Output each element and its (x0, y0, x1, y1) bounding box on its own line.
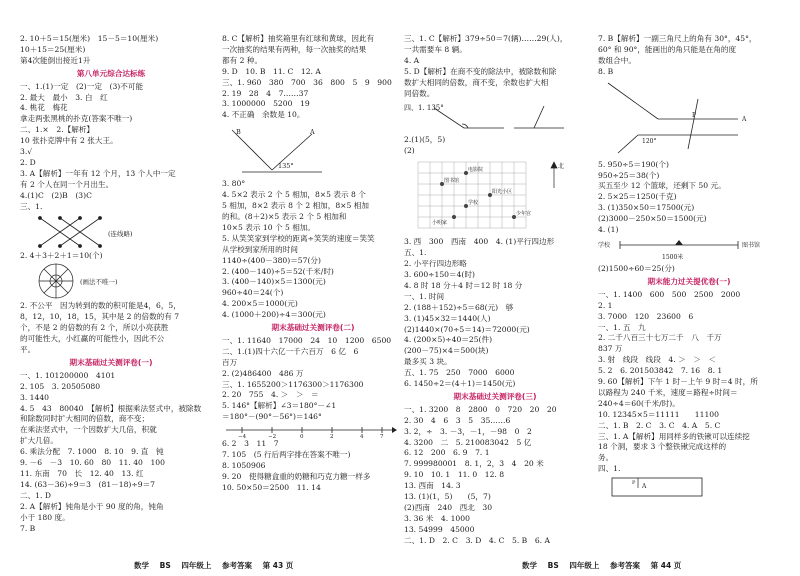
text-line: 7. B【解析】一副三角尺上的角有 30°，45°， (598, 34, 757, 43)
text-line: (2)1440×(70÷5＝14)＝72000(元) (404, 324, 530, 334)
text-line: 有 2 个人在同一个月出生。 (20, 179, 114, 189)
cross-lines-figure (20, 214, 140, 250)
text-line: 13. 西南 14. 3 (404, 481, 461, 491)
number-line-figure (222, 424, 397, 438)
text-line: 一、1. 3200 8 2800 0 720 20 20 (404, 404, 557, 414)
text-line: 5. 2 6. 201503842 7. 16 8. 1 (598, 366, 723, 376)
text-line: 3. (400－140)×5＝1300(元) (222, 277, 326, 287)
angle-figure (404, 100, 579, 134)
text-line: 一、1. 11640 17000 24 10 1200 6500 (222, 335, 392, 345)
text-line: 二、1.× 2.【解析】 (20, 125, 95, 135)
svg-text:P: P (632, 480, 636, 487)
footer-right (522, 560, 689, 571)
text-line: 3. 射 线段 线段 4. ＞ ＞ ＜ (598, 355, 717, 365)
text-line: 4. (1) (598, 225, 619, 235)
tick-label: 7 (380, 434, 384, 439)
text-line: 7. 999980001 8. 1，2，3 4 20 米 (404, 459, 544, 469)
text-line: 和除数同时扩大相同的倍数，商不变； (20, 414, 150, 424)
column-1 (20, 34, 202, 534)
svg-text:P: P (692, 111, 697, 119)
footer-label: 参考答案 (610, 561, 640, 570)
svg-text:A: A (742, 115, 747, 123)
tick-label: 4 (360, 434, 364, 439)
angle-label: 四、1. 135° (404, 104, 444, 113)
text-line: 一、1. 1400 600 500 2500 2000 (598, 289, 741, 299)
text-line: 三、1. C【解析】379÷50＝7(辆)……29(人)， (404, 34, 568, 43)
text-line: 4. 8 时 18 分＋4 时＝12 时 18 分 (404, 280, 523, 290)
text-line: 9. D 10. B 11. C 12. A (222, 66, 321, 76)
text-line: 3. 2，÷ 3. －3，－1，－98 0 2 (404, 426, 532, 436)
text-line: 三、1. 960 380 700 36 800 5 9 900 (222, 77, 392, 87)
text-line: 5. 146°【解析】∠3＝180°－∠1 (222, 401, 337, 411)
text-line: (2)1500÷60＝25(分) (598, 263, 675, 273)
text-line: 一、1. 时间 (404, 291, 445, 301)
map-label: 学校 (468, 200, 479, 207)
distance-label: 1500米 (662, 253, 684, 261)
section-title: 期末基础过关测评卷(一) (69, 357, 153, 367)
text-line: 务。 (598, 453, 614, 463)
text-line: (2)3000－250×50＝1500(元) (598, 214, 707, 224)
text-line: (2)西南 240 西北 30 (404, 503, 493, 512)
text-line: 10＋15＝25(厘米) (20, 44, 86, 54)
footer-edition: BS (547, 561, 559, 570)
footer-edition: BS (159, 561, 171, 570)
text-line: 的可能性大，小红赢的可能性小，因此不公 (20, 334, 165, 344)
footer-label: 参考答案 (222, 561, 252, 570)
text-line: 7. 105 (5 行后两字排在答案不唯一) (222, 450, 351, 460)
text-line: 一次抽奖的结果有两种，每一次抽奖的结果 (222, 44, 367, 54)
angle-construction-figure (222, 122, 342, 178)
text-line: 3. 7000 120 23600 6 (598, 311, 694, 321)
text-line: 2. (2)486400 486 万 (222, 368, 304, 378)
column-4 (598, 34, 780, 499)
svg-text:A: A (642, 483, 647, 491)
text-line: 数扩大相同的倍数，商不变，余数也扩大相 (404, 77, 549, 87)
text-line: 从学校到家所用的时间 (222, 244, 298, 254)
footer-subject: 数学 (522, 561, 537, 570)
text-line: 拿走两张黑桃的扑克(答案不唯一) (20, 114, 133, 124)
text-line: 的和。(8＋2)×5 表示 2 个 5 相加和 (222, 211, 347, 221)
text-line: 4. 3200 二 5. 210083042 5 亿 (404, 437, 532, 447)
text-line: 18 个洞，要求 3 个整铁锹完成这样的 (598, 442, 727, 452)
svg-text:B: B (236, 128, 241, 137)
section-title: 第八单元综合达标练 (76, 68, 146, 78)
text-line: 2. (188＋152)÷5＝68(元) 够 (404, 302, 514, 312)
section-title: 期末基础过关测评卷(三) (453, 391, 537, 401)
text-line: 3. 西 300 西南 400 4. (1)平行四边形 (404, 237, 555, 247)
text-line: 3. 36 米 4. 1000 (404, 513, 470, 523)
tick-label: −2 (268, 434, 277, 439)
footer-left (134, 560, 301, 571)
text-line: 二、1. B 2. C 3. C 4. A 5. C (598, 420, 721, 430)
text-line: 60° 和 90°，能画出的角只能是在角的度 (598, 44, 737, 54)
text-line: 960÷40＝24(个) (222, 288, 284, 298)
text-line: 6. 12 200 6. 9 7. 1 (404, 448, 490, 458)
footer-subject: 数学 (134, 561, 149, 570)
map-label: 电影院 (468, 167, 484, 174)
footer-page: 第 44 页 (650, 561, 682, 570)
text-line: 8. B (598, 66, 614, 76)
text-line: 1140÷(400－380)＝57(分) (222, 255, 321, 265)
text-line: 10 张扑克牌中有 2 张大王。 (20, 136, 118, 146)
text-line: (200－75)×4＝500(块) (404, 346, 489, 356)
text-line: 11. 东南 70 长 12. 40 13. 红 (20, 469, 144, 478)
text-line: 5. 从笑笑家到学校的距离÷笑笑的速度＝笑笑 (222, 233, 375, 243)
coordinate-grid-map (404, 158, 582, 236)
wheel-note: (画法不唯一) (80, 278, 118, 287)
tick-label: 2 (330, 434, 334, 439)
text-line: 一、1. 五 九 (598, 322, 646, 332)
text-line: 以路程为 240 千米，速度＝路程÷时间＝ (598, 387, 738, 397)
text-line: 五、1. 75 250 7000 6000 (404, 368, 515, 378)
text-line: 950÷25＝38(个) (598, 170, 660, 180)
text-line: 9. 10 10. 1 11. 0 12. 8 (404, 470, 505, 480)
text-line: 9. 60【解析】下午 1 时－上午 9 时＝4 时，所 (598, 377, 758, 387)
angle-label: 135° (278, 162, 294, 171)
text-line: 一共需要车 8 辆。 (404, 44, 467, 54)
text-line: 10. 50×50＝2500 11. 14 (222, 482, 321, 492)
text-line: 2. 19 28 4 7……37 (222, 88, 309, 98)
text-line: 2. 二千八百三十七万二千 八 千万 (598, 333, 722, 343)
text-line: 2. 30 4 6 3 5 35……6 (404, 415, 511, 425)
text-line: 一、1.(1)一定 (2)一定 (3)不可能 (20, 81, 144, 91)
text-line: 2. 4＋3＋2＋1＝10(个) (20, 250, 103, 260)
text-line: 3. (1)350×50＝17500(元) (598, 203, 695, 213)
text-line: 小于 180 度。 (20, 512, 70, 522)
text-line: 13. (1)(1，5) (5，7) (404, 492, 491, 502)
text-line: 3. (1)45×32＝1440(人) (404, 313, 491, 323)
text-line: 2. 1 (598, 300, 613, 310)
text-line: 三、1. 1655200＞1176300＞1176300 (222, 379, 364, 389)
text-line: 2. 不公平 因为转到的数的积可能是4，6，5， (20, 301, 181, 311)
text-line: 8，12，10，18，15，其中是 2 的倍数的有 7 (20, 312, 180, 322)
text-line: 3.√ (20, 147, 33, 157)
map-label: 小明家 (432, 220, 448, 227)
text-line: 4. 200×5＝1000(元) (222, 299, 298, 309)
text-line: 3. 1000000 5200 19 (222, 99, 310, 109)
text-line: 13. 54999 45000 (404, 524, 475, 534)
text-line: 二、1. D 2. C 3. D 4. C 5. B 6. A (404, 535, 550, 545)
text-line: 最多买 3 块。 (404, 357, 452, 367)
text-line: 4. (200×5)÷40＝25(件) (404, 335, 493, 345)
text-line: 同倍数。 (404, 88, 435, 98)
text-line: 扩大几倍。 (20, 436, 58, 446)
cross-note: (连线略) (108, 229, 133, 238)
distance-line-figure (598, 237, 776, 263)
text-line: 9. 20 使得糖盒重的奶糖和巧克力糖一样多 (222, 471, 371, 481)
text-line: 2. 105 3. 20505080 (20, 381, 101, 391)
text-line: 4. 桃花 梅花 (20, 103, 68, 113)
text-line: 五、1. (404, 248, 427, 258)
text-line: 三、1. (20, 201, 43, 211)
text-line: 买五至少 12 个篮球，还剩下 50 元。 (598, 181, 726, 191)
text-line: 6. 1450÷2＝(4＋1)＝1450(元) (404, 379, 516, 389)
text-line: 5. D【解析】在商不变的除法中，被除数和除 (404, 66, 557, 76)
text-line: 3. 600÷150＝4(时) (404, 269, 475, 279)
text-line: 6. 2 3 11 7 (222, 439, 279, 449)
text-line: 5. 950÷5＝190(个) (598, 159, 669, 169)
text-line: 10×5 表示 10 个 5 相加。 (222, 222, 315, 232)
text-line: 个，不是 2 的倍数的有 2 个，所以小亮获胜 (20, 323, 169, 333)
text-line: 2. 5×25＝1250(千克) (598, 192, 677, 202)
footer-grade: 四年级上 (181, 561, 212, 570)
text-line: 3. 1440 (20, 392, 49, 402)
text-line: 3. 80° (222, 179, 246, 189)
text-line: 4. A (404, 55, 420, 65)
text-line: 4. 5 43 80040 【解析】根据乘法竖式中，被除数 (20, 403, 202, 413)
tick-label: 0 (300, 434, 304, 439)
text-line: 837 万 (598, 344, 623, 354)
column-3 (404, 34, 586, 547)
text-line: 4. (1000＋200)÷4＝300(元) (222, 310, 326, 320)
section-title: 期末基础过关测评卷(二) (271, 323, 355, 333)
text-line: 4. 5×2 表示 2 个 5 相加，8×5 表示 8 个 (222, 190, 366, 200)
map-label: 图书馆 (444, 178, 460, 185)
school-label: 学校 (598, 241, 611, 249)
svg-text:A: A (310, 128, 315, 137)
text-line: 数组合中。 (598, 55, 636, 65)
text-line: 2. 小平行四边形略 (404, 259, 467, 269)
text-line: 5 相加，8×2 表示 8 个 2 相加，8×5 相加 (222, 201, 369, 211)
text-line: 二、1. D (20, 490, 51, 500)
text-line: 二、1.(1)四十六亿一千六百万 6 亿 6 (222, 346, 359, 356)
map-label: 阳光小区 (492, 189, 513, 196)
spinner-wheel-figure (20, 262, 140, 300)
text-line: 2.(1)(5，5) (404, 135, 446, 145)
text-line: 2. (400－140)÷5＝52(千米/时) (222, 266, 334, 276)
text-line: 4. 不正确 余数是 10。 (222, 110, 305, 120)
text-line: 2. 20 755 4. ＞ ＞ ＝ (222, 390, 327, 400)
text-line: (2) (404, 146, 415, 156)
footer-page: 第 43 页 (262, 561, 294, 570)
footer-grade: 四年级上 (569, 561, 600, 570)
svg-text:北: 北 (558, 163, 565, 171)
text-line: 9. －6 －3 10. 60 80 11. 40 100 (20, 458, 165, 468)
text-line: ＝180°－(90°－56°)＝146° (222, 412, 322, 422)
parallel-lines-figure (598, 79, 776, 159)
text-line: 2. D (20, 157, 36, 167)
text-line: 三、1. A【解析】用同样多的铁锹可以连续挖 (598, 431, 750, 441)
map-label: 少年宫 (516, 211, 532, 218)
text-line: 都有 2 种。 (222, 55, 263, 65)
text-line: 3. A【解析】一年有 12 个月，13 个人中一定 (20, 168, 176, 178)
text-line: 240÷4＝60(千米/时)。 (598, 398, 680, 408)
text-line: 14. (63－36)÷9＝3 (81－18)÷9＝7 (20, 479, 156, 489)
column-2 (222, 34, 404, 494)
text-line: 8. C【解析】抽奖箱里有红球和黄球，因此有 (222, 34, 375, 43)
text-line: 百万 (222, 357, 238, 367)
library-label: 图书馆 (742, 241, 761, 249)
text-line: 2. A【解析】钝角是小于 90 度的角，钝角 (20, 501, 164, 511)
text-line: 第4次能倒出接近1升 (20, 55, 91, 65)
text-line: 四、1. (598, 464, 621, 474)
text-line: 10. 12345×5＝11111 11100 (598, 409, 719, 419)
text-line: 2. 最大 最小 3. 白 红 (20, 92, 108, 102)
text-line: 平。 (20, 345, 36, 355)
text-line: 8. 1050906 (222, 461, 266, 470)
text-line: 6. 乘法分配 7. 1000 8. 10 9. 直 钝 (20, 447, 164, 457)
rectangle-figure (598, 476, 718, 498)
text-line: 4.(1)C (2)B (3)C (20, 190, 92, 200)
text-line: 一、1. 101200000 4101 (20, 370, 116, 380)
section-title: 期末能力过关提优卷(一) (647, 276, 731, 286)
tick-label: −4 (238, 434, 247, 439)
text-line: 2. 10＋5＝15(厘米) 15－5＝10(厘米) (20, 34, 159, 43)
angle-label: 120° (642, 137, 657, 145)
text-line: 在乘法竖式中，一个因数扩大几倍，积就 (20, 425, 157, 435)
text-line: 7. B (20, 523, 36, 533)
